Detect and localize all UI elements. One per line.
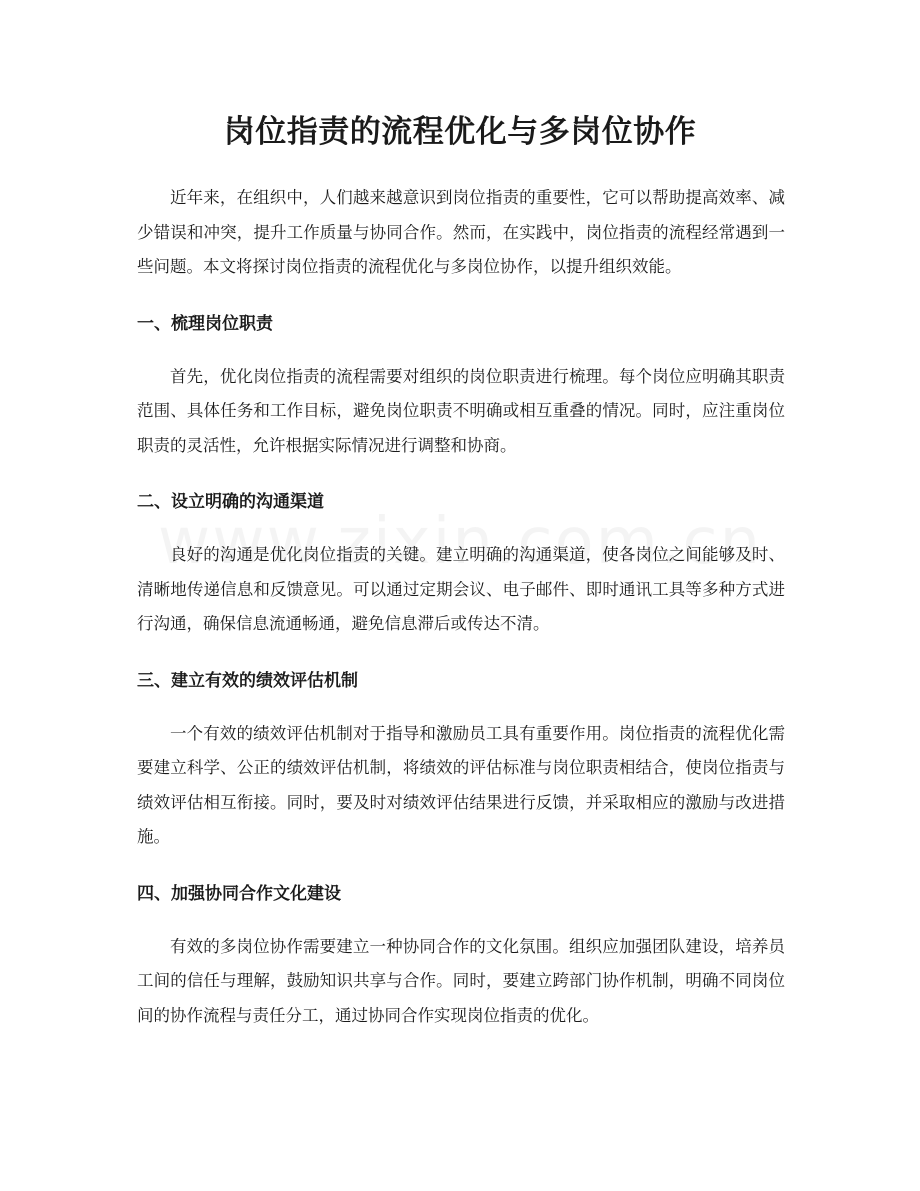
section-heading-3: 三、建立有效的绩效评估机制	[137, 670, 358, 691]
section-body-4: 有效的多岗位协作需要建立一种协同合作的文化氛围。组织应加强团队建设，培养员工间的信任与理解，鼓励知识共享与合作。同时，要建立跨部门协作机制，明确不同岗位间的协作流程与责任分工，通过协同合作实现岗位指责的优化。	[137, 936, 785, 1025]
page-title: 岗位指责的流程优化与多岗位协作	[223, 114, 697, 150]
section-heading-2: 二、设立明确的沟通渠道	[137, 492, 324, 512]
section-heading-1: 一、梳理岗位职责	[137, 313, 273, 334]
intro-paragraph: 近年来，在组织中，人们越来越意识到岗位指责的重要性，它可以帮助提高效率、减少错误和冲突，提升工作质量与协同合作。然而，在实践中，岗位指责的流程经常遇到一些问题。本文将探讨岗位指责的流程优化与多岗位协作，以提升组织效能。	[137, 188, 785, 276]
section-body-2: 良好的沟通是优化岗位指责的关键。建立明确的沟通渠道，使各岗位之间能够及时、清晰地传递信息和反馈意见。可以通过定期会议、电子邮件、即时通讯工具等多种方式进行沟通，确保信息流通畅通，避免信息滞后或传达不清。	[137, 545, 785, 633]
document-body	[137, 181, 785, 1033]
section-heading-4: 四、加强协同合作文化建设	[137, 883, 341, 904]
section-body-3: 一个有效的绩效评估机制对于指导和激励员工具有重要作用。岗位指责的流程优化需要建立科学、公正的绩效评估机制，将绩效的评估标准与岗位职责相结合，使岗位指责与绩效评估相互衔接。同时，要及时对绩效评估结果进行反馈，并采取相应的激励与改进措施。	[137, 723, 785, 846]
section-body-1: 首先，优化岗位指责的流程需要对组织的岗位职责进行梳理。每个岗位应明确其职责范围、具体任务和工作目标，避免岗位职责不明确或相互重叠的情况。同时，应注重岗位职责的灵活性，允许根据实际情况进行调整和协商。	[137, 366, 785, 455]
